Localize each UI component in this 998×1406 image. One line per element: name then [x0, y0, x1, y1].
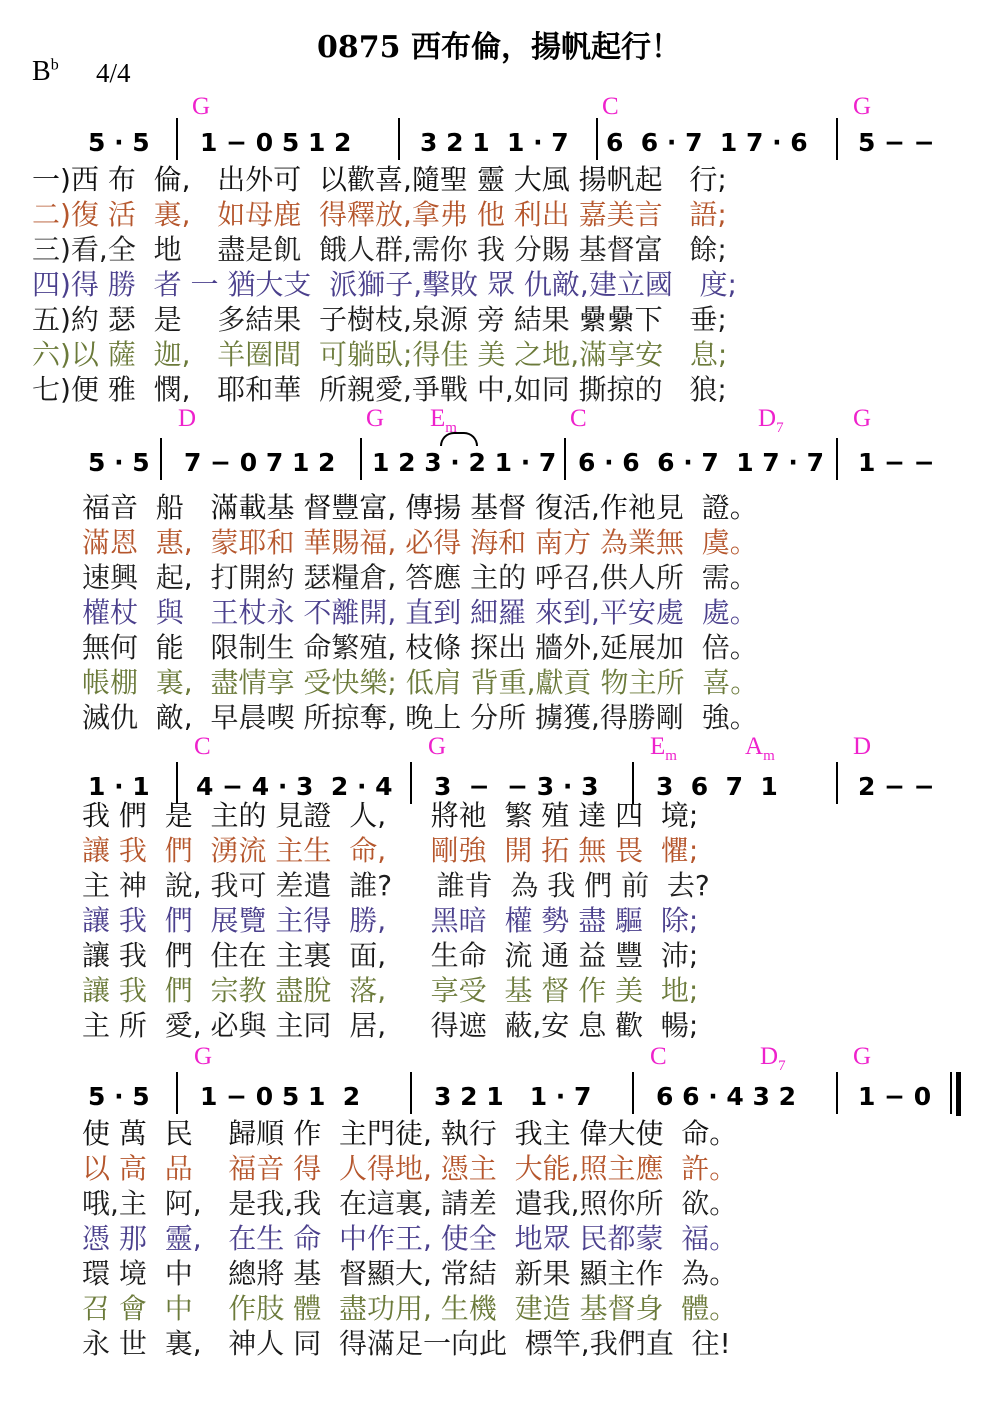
- lyric-verse-2: 滿恩 惠, 蒙耶和 華賜福, 必得 海和 南方 為業無 虞。: [82, 526, 758, 559]
- key-flat: b: [50, 56, 59, 74]
- lyric-verse-1: 使 萬 民 歸順 作 主門徒, 執行 我主 偉大使 命。: [82, 1117, 738, 1150]
- lyric-verse-7: 主 所 愛, 必與 主同 居, 得遮 蔽,安 息 歡 暢;: [82, 1009, 699, 1042]
- lyric-verse-3: 哦,主 阿, 是我,我 在這裏, 請差 遣我,照你所 欲。: [82, 1187, 738, 1220]
- notation-line: [0, 118, 998, 168]
- lyric-verse-1: 我 們 是 主的 見證 人, 將祂 繁 殖 達 四 境;: [82, 799, 699, 832]
- notes-measure: 1 2 3 · 2 1 · 7: [372, 448, 557, 477]
- lyric-verse-4: 權杖 與 王杖永 不離開, 直到 細羅 來到,平安處 處。: [82, 596, 758, 629]
- notes-measure: 1 − 0 5 1 2: [200, 1082, 361, 1111]
- notes-measure: 6 6 · 4 3 2: [656, 1082, 796, 1111]
- barline: [360, 438, 362, 480]
- lyric-verse-4: 憑 那 靈, 在生 命 中作王, 使全 地眾 民都蒙 福。: [82, 1222, 738, 1255]
- chord: $E_m$: [650, 733, 677, 764]
- lyric-verse-6: 六)以 薩 迦, 羊圈間 可躺臥;得佳 美 之地,滿享安 息;: [32, 338, 728, 371]
- chord: G: [853, 1043, 872, 1070]
- key-letter: B: [32, 56, 51, 87]
- notes-measure: 6 · 6 6 · 7 1 7 · 7: [578, 448, 824, 477]
- lyric-verse-5: 無何 能 限制生 命繁殖, 枝條 探出 牆外,延展加 倍。: [82, 631, 758, 664]
- notes-measure: 2 − −: [858, 772, 935, 801]
- lyric-verse-5: 五)約 瑟 是 多結果 子樹枝,泉源 旁 結果 纍纍下 垂;: [32, 303, 727, 336]
- chord: C: [570, 405, 587, 432]
- chord: D: [853, 733, 872, 760]
- barline: [836, 762, 838, 804]
- notation-line: [0, 438, 998, 488]
- notes-measure: 3 − − 3 · 3: [434, 772, 599, 801]
- lyric-verse-2: 讓 我 們 湧流 主生 命, 剛強 開 拓 無 畏 懼;: [82, 834, 699, 867]
- lyric-verse-6: 帳棚 裏, 盡情享 受快樂; 低肩 背重,獻貢 物主所 喜。: [82, 666, 759, 699]
- chord: G: [853, 405, 872, 432]
- notes-measure: 3 2 1 1 · 7: [434, 1082, 592, 1111]
- chord: G: [853, 93, 872, 120]
- lyric-verse-3: 三)看,全 地 盡是飢 餓人群,需你 我 分賜 基督富 餘;: [32, 233, 727, 266]
- hymn-title: 0875 西布倫，揚帆起行！: [317, 30, 681, 65]
- chord: $A_m$: [745, 733, 775, 764]
- lyric-verse-4: 讓 我 們 展覽 主得 勝, 黑暗 權 勢 盡 驅 除;: [82, 904, 699, 937]
- barline: [950, 1072, 952, 1114]
- chord: $E_m$: [430, 405, 457, 436]
- barline: [564, 438, 566, 480]
- lyric-verse-3: 速興 起, 打開約 瑟糧倉, 答應 主的 呼召,供人所 需。: [82, 561, 758, 594]
- time-signature: 4/4: [96, 58, 131, 88]
- final-barline: [956, 1072, 961, 1116]
- notation-line: [0, 1072, 998, 1122]
- chord: G: [428, 733, 447, 760]
- barline: [836, 118, 838, 160]
- lyric-verse-1: 一)西 布 倫, 出外可 以歡喜,隨聖 靈 大風 揚帆起 行;: [32, 163, 727, 196]
- lyric-verse-1: 福音 船 滿載基 督豐富, 傳揚 基督 復活,作祂見 證。: [82, 491, 758, 524]
- chord: C: [194, 733, 211, 760]
- lyric-verse-6: 召 會 中 作肢 體 盡功用, 生機 建造 基督身 體。: [82, 1292, 738, 1325]
- barline: [836, 1072, 838, 1114]
- chord: D: [178, 405, 197, 432]
- lyric-verse-3: 主 神 說, 我可 差遣 誰? 誰肯 為 我 們 前 去?: [82, 869, 710, 902]
- chord: C: [650, 1043, 667, 1070]
- notes-measure: 5 − −: [858, 128, 935, 157]
- lyric-verse-7: 永 世 裏, 神人 同 得滿足一向此 標竿,我們直 往!: [82, 1327, 731, 1360]
- chord: $D_7$: [760, 1043, 786, 1074]
- notes-measure: 5 · 5: [88, 448, 150, 477]
- notes-measure: 6 6 · 7 1 7 · 6: [606, 128, 808, 157]
- notes-measure: 5 · 5: [88, 128, 150, 157]
- barline: [176, 118, 178, 160]
- barline: [632, 1072, 634, 1114]
- notes-measure: 1 − 0 5 1 2: [200, 128, 352, 157]
- barline: [176, 1072, 178, 1114]
- barline: [410, 1072, 412, 1114]
- lyric-verse-4: 四)得 勝 者 一 猶大支 派獅子,擊敗 眾 仇敵,建立國 度;: [32, 268, 737, 301]
- notes-measure: 4 − 4 · 3 2 · 4: [196, 772, 393, 801]
- notes-measure: 1 · 1: [88, 772, 150, 801]
- chord: C: [602, 93, 619, 120]
- key-signature: [32, 56, 59, 88]
- notes-measure: 1 − −: [858, 448, 935, 477]
- notes-measure: 7 − 0 7 1 2: [184, 448, 336, 477]
- chord: G: [194, 1043, 213, 1070]
- notes-measure: 3 6 7 1: [656, 772, 778, 801]
- chord: G: [192, 93, 211, 120]
- lyric-verse-6: 讓 我 們 宗教 盡脫 落, 享受 基 督 作 美 地;: [82, 974, 699, 1007]
- lyric-verse-5: 讓 我 們 住在 主裏 面, 生命 流 通 益 豐 沛;: [82, 939, 699, 972]
- chord: $D_7$: [758, 405, 784, 436]
- barline: [398, 118, 400, 160]
- notes-measure: 3 2 1 1 · 7: [420, 128, 569, 157]
- lyric-verse-5: 環 境 中 總將 基 督顯大, 常結 新果 顯主作 為。: [82, 1257, 738, 1290]
- barline: [596, 118, 598, 160]
- lyric-verse-7: 七)便 雅 憫, 耶和華 所親愛,爭戰 中,如同 撕掠的 狼;: [32, 373, 727, 406]
- notes-measure: 5 · 5: [88, 1082, 150, 1111]
- notes-measure: 1 − 0: [858, 1082, 932, 1111]
- chord: G: [366, 405, 385, 432]
- lyric-verse-2: 二)復 活 裏, 如母鹿 得釋放,拿弗 他 利出 嘉美言 語;: [32, 198, 727, 231]
- barline: [836, 438, 838, 480]
- lyric-verse-7: 滅仇 敵, 早晨喫 所掠奪, 晚上 分所 擄獲,得勝剛 強。: [82, 701, 758, 734]
- barline: [160, 438, 162, 480]
- lyric-verse-2: 以 高 品 福音 得 人得地, 憑主 大能,照主應 許。: [82, 1152, 738, 1185]
